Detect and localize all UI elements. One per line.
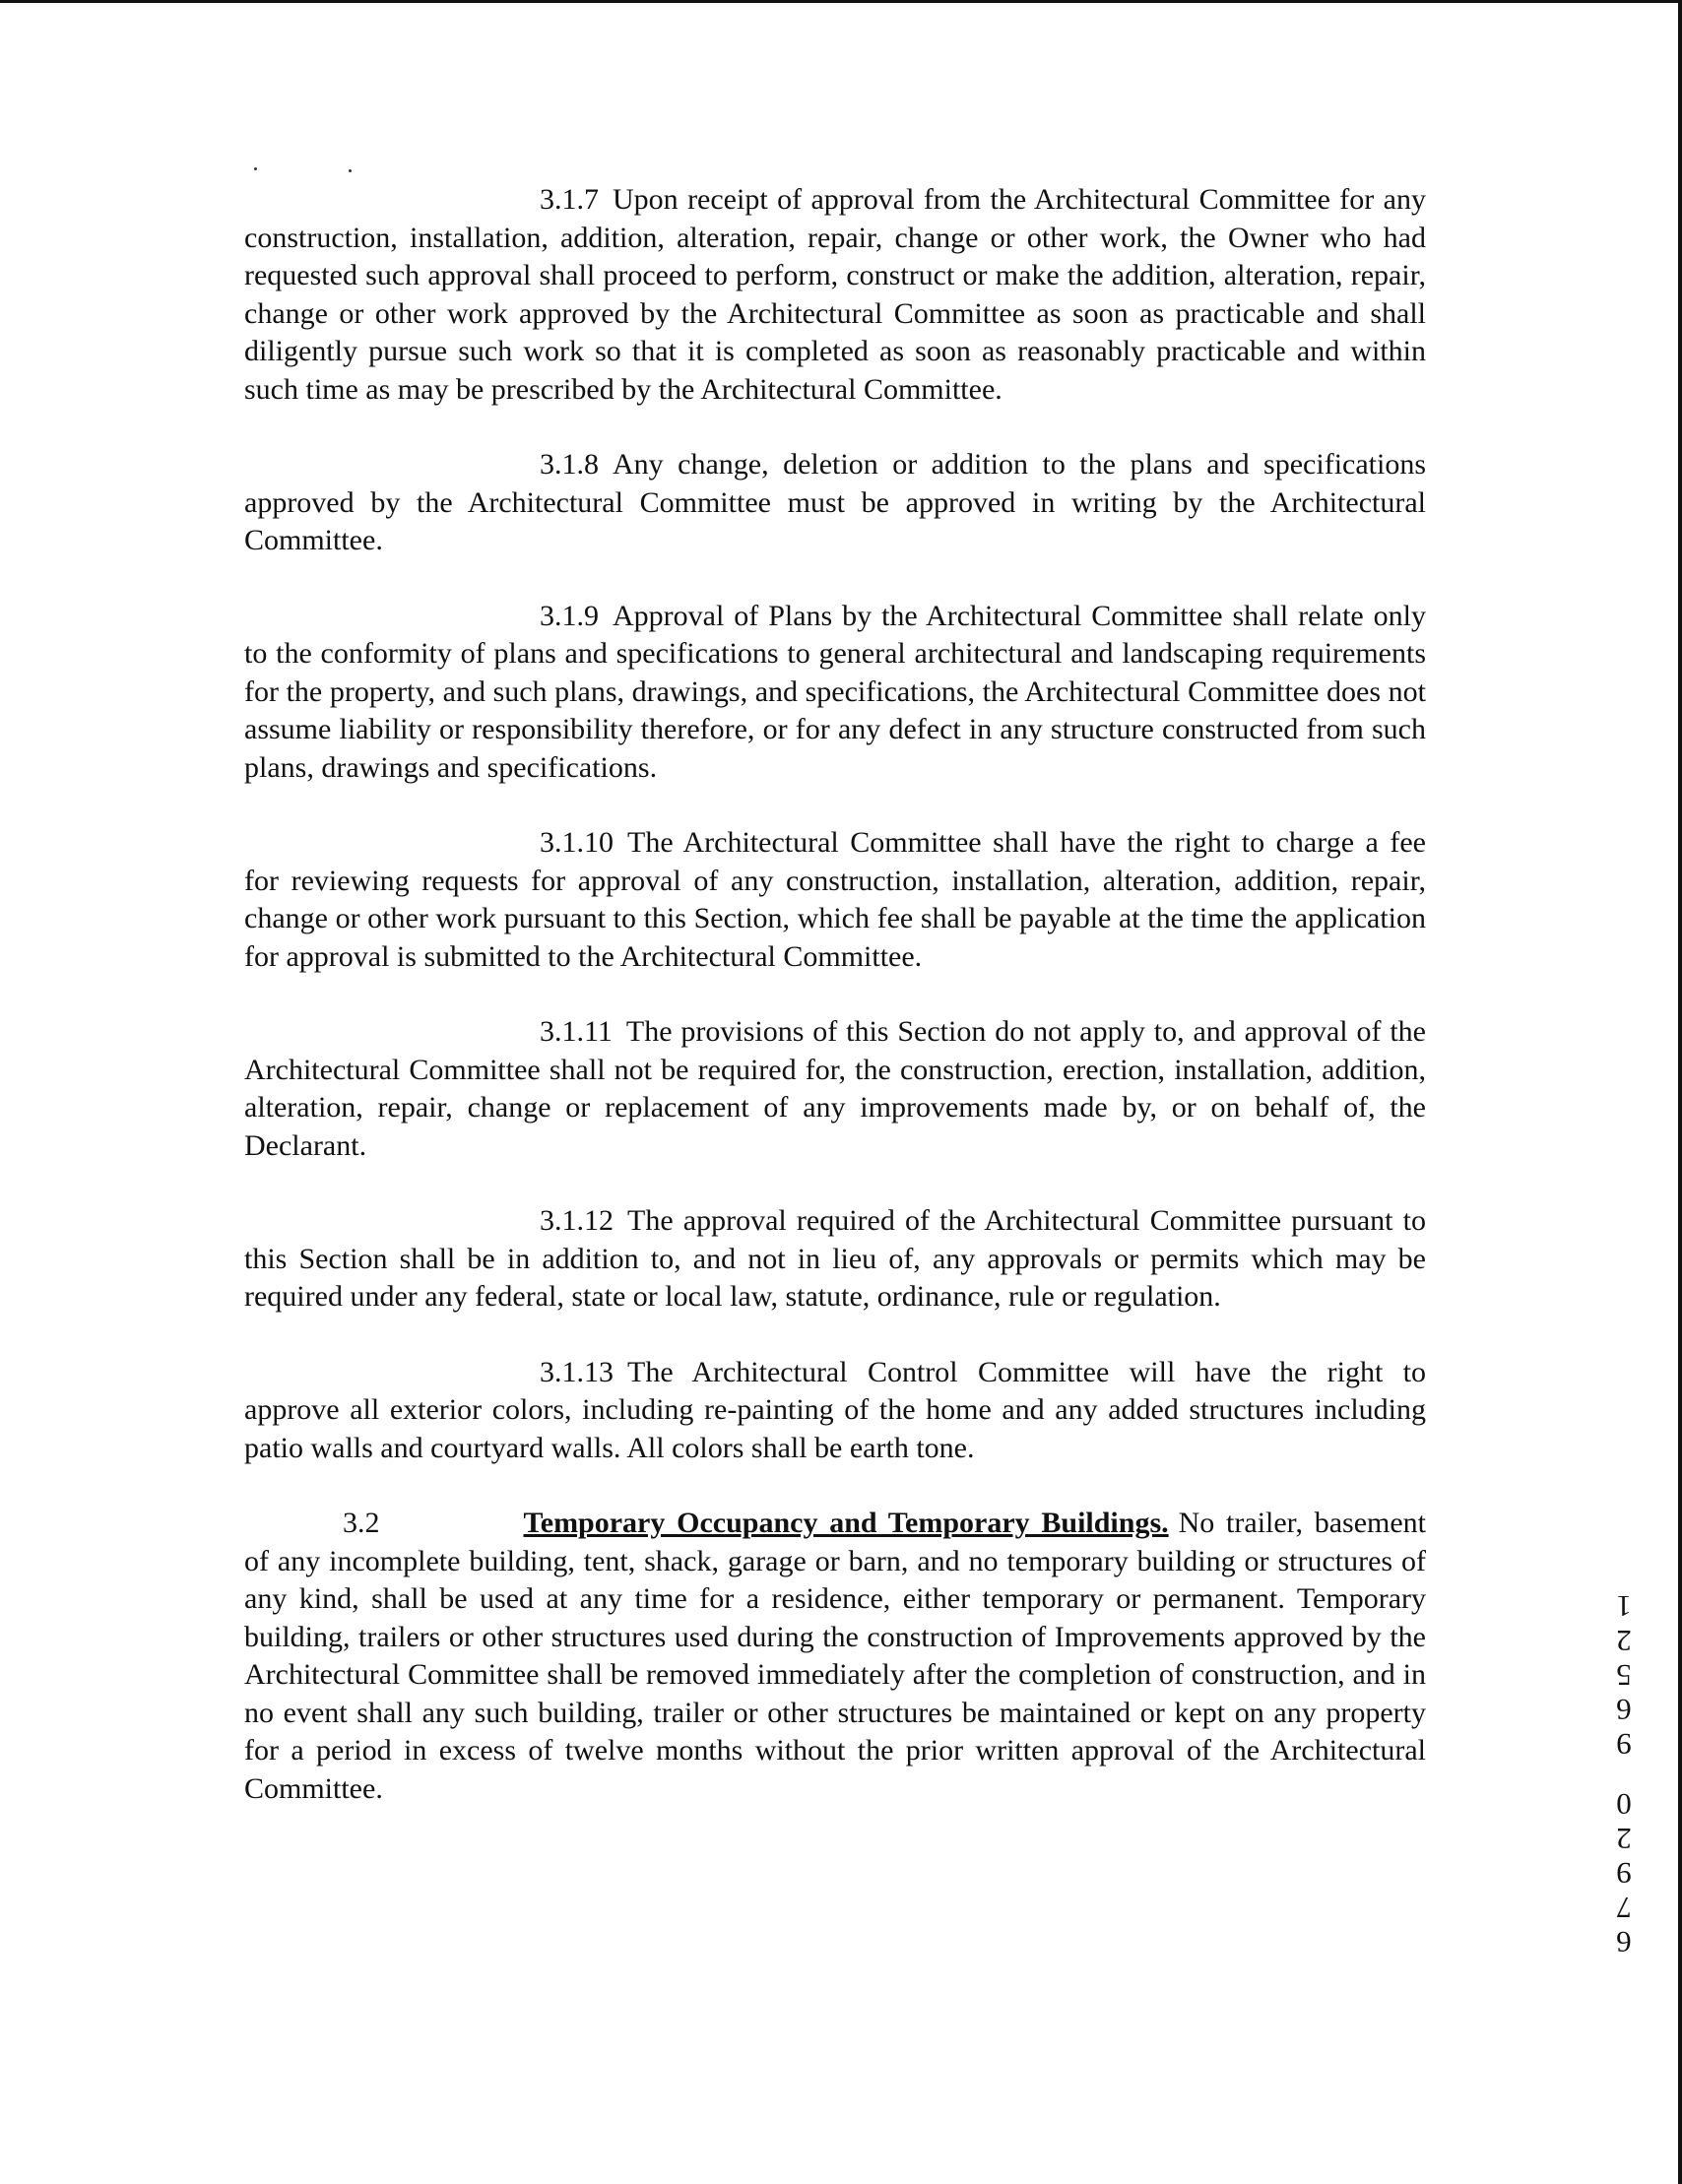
paragraph-3-1-13 bbox=[244, 1354, 1426, 1468]
paragraph-text: The Architectural Control Committee will have the right to approve all exterior colors, including re-painting of the home and any added structures including patio walls and courtyard walls. All colors shall be earth tone. bbox=[244, 1355, 1426, 1464]
stamp-digit: 5 bbox=[1616, 1658, 1632, 1693]
stamp-digit: 1 bbox=[1616, 1589, 1632, 1624]
paragraph-text: The provisions of this Section do not apply to, and approval of the Architectural Committee shall not be required for, the construction, erection, installation, addition, alteration, repair, change or replacement of any improvements made by, or on behalf of, the Declarant. bbox=[244, 1015, 1426, 1162]
paragraph-3-1-9 bbox=[244, 598, 1426, 788]
paragraph-text: Any change, deletion or addition to the plans and specifications approved by the Architectural Committee must be approved in writing by the Architectural Committee. bbox=[244, 448, 1426, 556]
scan-border-top bbox=[0, 0, 1682, 3]
paragraph-number: 3.1.11 bbox=[540, 1015, 613, 1048]
document-body bbox=[244, 181, 1426, 1845]
paragraph-3-1-12 bbox=[244, 1202, 1426, 1317]
paragraph-number: 3.1.12 bbox=[540, 1204, 614, 1237]
paragraph-number: 3.1.8 bbox=[540, 448, 599, 481]
stamp-digit: 2 bbox=[1616, 1822, 1632, 1856]
section-3-2 bbox=[244, 1505, 1426, 1808]
stamp-digit: 9 bbox=[1616, 1727, 1632, 1762]
paragraph-number: 3.1.13 bbox=[540, 1355, 614, 1388]
paragraph-number: 3.1.7 bbox=[540, 183, 599, 216]
stamp-digit: 6 bbox=[1616, 1925, 1632, 1959]
paragraph-number: 3.1.10 bbox=[540, 826, 614, 859]
recording-number-stamp bbox=[1607, 1589, 1641, 1959]
paragraph-3-1-11 bbox=[244, 1013, 1426, 1165]
section-text: No trailer, basement of any incomplete building, tent, shack, garage or barn, and no temporary building or structures of any kind, shall be used at any time for a residence, either temporary or permanent. Temporary building, trailers or other structures used during the construction of Improvements approved by the Architectural Committee shall be removed immediately after the completion of construction, and in no event shall any such building, trailer or other structures be maintained or kept on any property for a period in excess of twelve months without the prior written approval of the Architectural Committee. bbox=[244, 1507, 1426, 1805]
stamp-digit: 9 bbox=[1616, 1856, 1632, 1891]
scan-border-right bbox=[1678, 0, 1682, 2184]
paragraph-text: Upon receipt of approval from the Architectural Committee for any construction, installation, addition, alteration, repair, change or other work, the Owner who had requested such approval shall proceed to perform, construct or make the addition, alteration, repair, change or other work approved by the Architectural Committee as soon as practicable and shall diligently pursue such work so that it is completed as soon as reasonably practicable and within such time as may be prescribed by the Architectural Committee. bbox=[244, 183, 1426, 406]
paragraph-text: The approval required of the Architectural Committee pursuant to this Section shall be in addition to, and not in lieu of, any approvals or permits which may be required under any federal, state or local law, statute, ordinance, rule or regulation. bbox=[244, 1204, 1426, 1313]
paragraph-text: The Architectural Committee shall have the right to charge a fee for reviewing requests for approval of any construction, installation, alteration, addition, repair, change or other work pursuant to this Section, which fee shall be payable at the time the application for approval is submitted to the Architectural Committee. bbox=[244, 826, 1426, 973]
paragraph-number: 3.1.9 bbox=[540, 599, 599, 632]
stamp-digit: 0 bbox=[1616, 1787, 1632, 1822]
section-heading: Temporary Occupancy and Temporary Buildings. bbox=[523, 1507, 1169, 1539]
scan-speck bbox=[254, 167, 257, 170]
paragraph-text: Approval of Plans by the Architectural Committee shall relate only to the conformity of plans and specifications to general architectural and landscaping requirements for the property, and such plans, drawings, and specifications, the Architectural Committee does not assume liability or responsibility therefore, or for any defect in any structure constructed from such plans, drawings and specifications. bbox=[244, 599, 1426, 784]
paragraph-3-1-10 bbox=[244, 824, 1426, 976]
paragraph-3-1-8 bbox=[244, 446, 1426, 560]
stamp-gap bbox=[1607, 1762, 1641, 1787]
paragraph-3-1-7 bbox=[244, 181, 1426, 409]
stamp-digit: 6 bbox=[1616, 1693, 1632, 1727]
section-number: 3.2 bbox=[343, 1507, 380, 1539]
scan-speck bbox=[349, 169, 352, 172]
stamp-digit: 7 bbox=[1616, 1891, 1632, 1925]
stamp-digit: 2 bbox=[1616, 1624, 1632, 1658]
